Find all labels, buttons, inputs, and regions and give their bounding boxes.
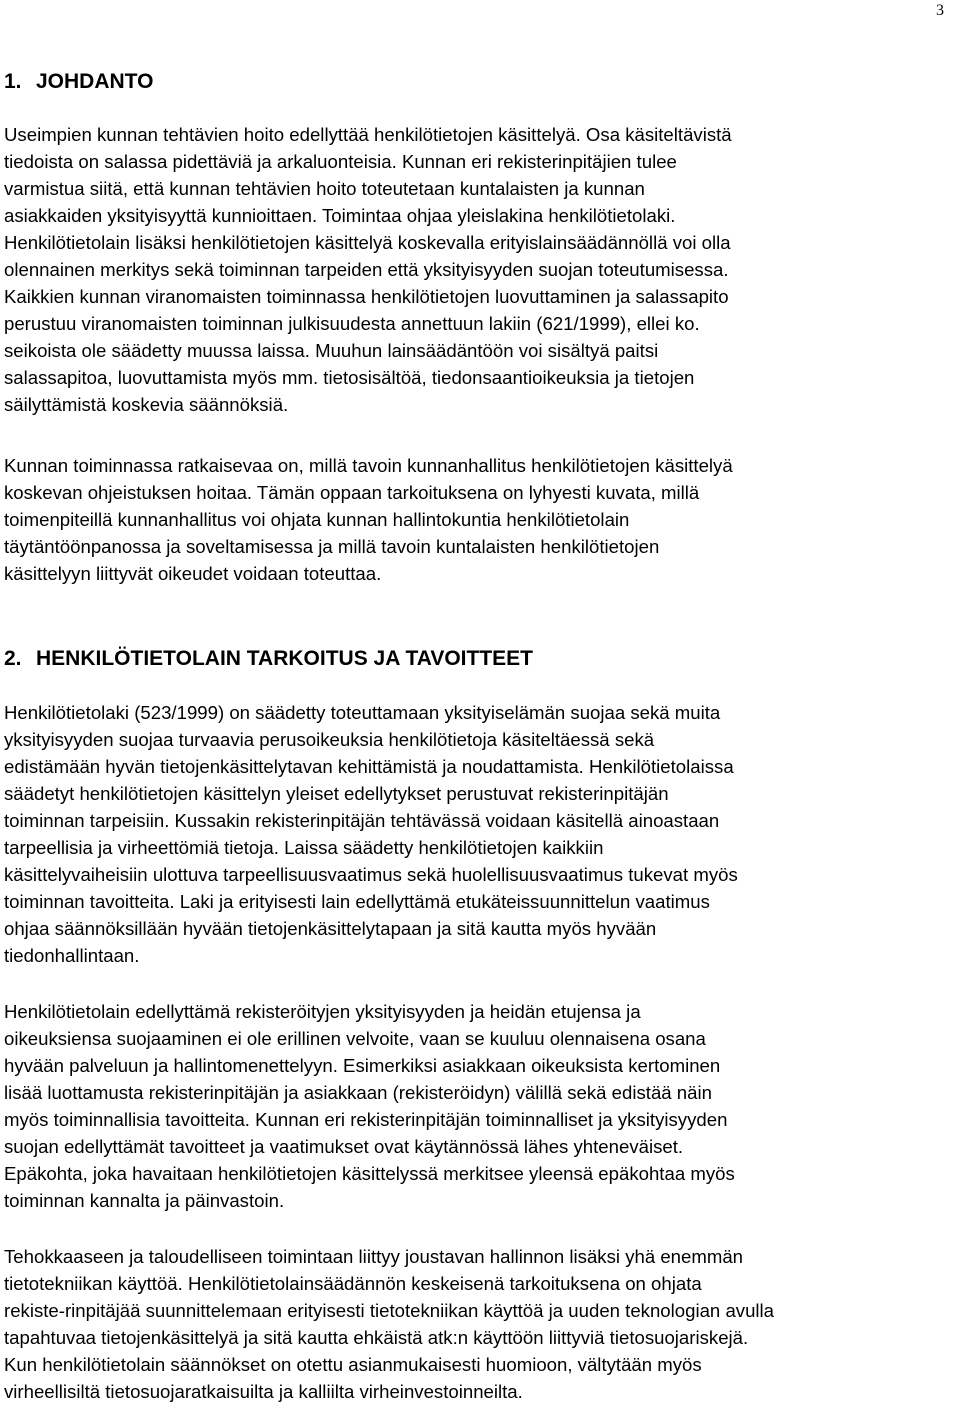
- text-line: rekiste-rinpitäjää suunnittelemaan erityisesti tietotekniikan käyttöä ja uuden teknologian avulla: [4, 1300, 775, 1321]
- text-line: yksityisyyden suojaa turvaavia perusoikeuksia henkilötietoja käsiteltäessä sekä: [4, 729, 655, 750]
- text-line: suojan edellyttämät tavoitteet ja vaatimukset ovat käytännössä lähes yhteneväiset.: [4, 1136, 684, 1157]
- text-line: seikoista ole säädetty muussa laissa. Muuhun lainsäädäntöön voi sisältyä paitsi: [4, 340, 659, 361]
- text-line: oikeuksiensa suojaaminen ei ole erillinen velvoite, vaan se kuuluu olennaisena osana: [4, 1028, 706, 1049]
- section-title: JOHDANTO: [36, 70, 154, 93]
- text-line: tiedonhallintaan.: [4, 945, 140, 966]
- section-number: 1.: [4, 70, 22, 93]
- text-line: käsittelyvaiheisiin ulottuva tarpeellisuusvaatimus sekä huolellisuusvaatimus tukevat myös: [4, 864, 738, 885]
- text-line: asiakkaiden yksityisyyttä kunnioittaen. Toimintaa ohjaa yleislakina henkilötietolaki.: [4, 205, 676, 226]
- section-heading-1: [4, 68, 153, 95]
- text-line: olennainen merkitys sekä toiminnan tarpeiden että yksityisyyden suojan toteutumisessa.: [4, 259, 729, 280]
- section-heading-2: [4, 645, 533, 672]
- text-line: Useimpien kunnan tehtävien hoito edellyttää henkilötietojen käsittelyä. Osa käsiteltävistä: [4, 124, 732, 145]
- text-line: täytäntöönpanossa ja soveltamisessa ja millä tavoin kuntalaisten henkilötietojen: [4, 536, 660, 557]
- paragraph: [4, 121, 732, 418]
- text-line: toiminnan tarpeisiin. Kussakin rekisterinpitäjän tehtävässä voidaan käsitellä ainoastaan: [4, 810, 720, 831]
- text-line: myös toiminnallisia tavoitteita. Kunnan eri rekisterinpitäjän toiminnalliset ja yksityisyyden: [4, 1109, 728, 1130]
- text-line: käsittelyyn liittyvät oikeudet voidaan toteuttaa.: [4, 563, 382, 584]
- text-line: edistämään hyvän tietojenkäsittelytavan kehittämistä ja noudattamista. Henkilötietolaissa: [4, 756, 734, 777]
- text-line: tapahtuvaa tietojenkäsittelyä ja sitä kautta ehkäistä atk:n käyttöön liittyviä tietosuojariskejä.: [4, 1327, 749, 1348]
- text-line: tiedoista on salassa pidettäviä ja arkaluonteisia. Kunnan eri rekisterinpitäjien tulee: [4, 151, 677, 172]
- paragraph: [4, 1243, 774, 1405]
- text-line: tarpeellisia ja virheettömiä tietoja. Laissa säädetty henkilötietojen kaikkiin: [4, 837, 604, 858]
- text-line: Epäkohta, joka havaitaan henkilötietojen käsittelyssä merkitsee yleensä epäkohtaa myös: [4, 1163, 735, 1184]
- text-line: koskevan ohjeistuksen hoitaa. Tämän oppaan tarkoituksena on lyhyesti kuvata, millä: [4, 482, 700, 503]
- text-line: ohjaa säännöksillään hyvään tietojenkäsittelytapaan ja sitä kautta myös hyvään: [4, 918, 657, 939]
- text-line: toimenpiteillä kunnanhallitus voi ohjata kunnan hallintokuntia henkilötietolain: [4, 509, 630, 530]
- text-line: virheellisiltä tietosuojaratkaisuilta ja kalliilta virheinvestoinneilta.: [4, 1381, 523, 1402]
- text-line: tietotekniikan käyttöä. Henkilötietolainsäädännön keskeisenä tarkoituksena on ohjata: [4, 1273, 702, 1294]
- text-line: säädetyt henkilötietojen käsittelyn yleiset edellytykset perustuvat rekisterinpitäjän: [4, 783, 669, 804]
- text-line: toiminnan tavoitteita. Laki ja erityisesti lain edellyttämä etukäteissuunnittelun vaatimus: [4, 891, 710, 912]
- section-title: HENKILÖTIETOLAIN TARKOITUS JA TAVOITTEET: [36, 647, 533, 670]
- paragraph: [4, 699, 738, 969]
- text-line: perustuu viranomaisten toiminnan julkisuudesta annettuun lakiin (621/1999), ellei ko.: [4, 313, 700, 334]
- text-line: salassapitoa, luovuttamista myös mm. tietosisältöä, tiedonsaantioikeuksia ja tietojen: [4, 367, 695, 388]
- text-line: Henkilötietolain edellyttämä rekisteröityjen yksityisyyden ja heidän etujensa ja: [4, 1001, 641, 1022]
- text-line: toiminnan kannalta ja päinvastoin.: [4, 1190, 285, 1211]
- text-line: Henkilötietolaki (523/1999) on säädetty toteuttamaan yksityiselämän suojaa sekä muita: [4, 702, 721, 723]
- text-line: lisää luottamusta rekisterinpitäjän ja asiakkaan (rekisteröidyn) välillä sekä edistää näin: [4, 1082, 712, 1103]
- text-line: Kun henkilötietolain säännökset on otettu asianmukaisesti huomioon, vältytään myös: [4, 1354, 702, 1375]
- text-line: Tehokkaaseen ja taloudelliseen toimintaan liittyy joustavan hallinnon lisäksi yhä enemmän: [4, 1246, 744, 1267]
- text-line: hyvään palveluun ja hallintomenettelyyn. Esimerkiksi asiakkaan oikeuksista kertominen: [4, 1055, 721, 1076]
- text-line: säilyttämistä koskevia säännöksiä.: [4, 394, 289, 415]
- page-number: 3: [936, 2, 944, 19]
- text-line: Kaikkien kunnan viranomaisten toiminnassa henkilötietojen luovuttaminen ja salassapito: [4, 286, 729, 307]
- paragraph: [4, 452, 733, 587]
- text-line: Kunnan toiminnassa ratkaisevaa on, millä tavoin kunnanhallitus henkilötietojen käsittelyä: [4, 455, 733, 476]
- text-line: Henkilötietolain lisäksi henkilötietojen käsittelyä koskevalla erityislainsäädännöllä voi olla: [4, 232, 731, 253]
- text-line: varmistua siitä, että kunnan tehtävien hoito toteutetaan kuntalaisten ja kunnan: [4, 178, 645, 199]
- section-number: 2.: [4, 647, 22, 670]
- paragraph: [4, 998, 735, 1214]
